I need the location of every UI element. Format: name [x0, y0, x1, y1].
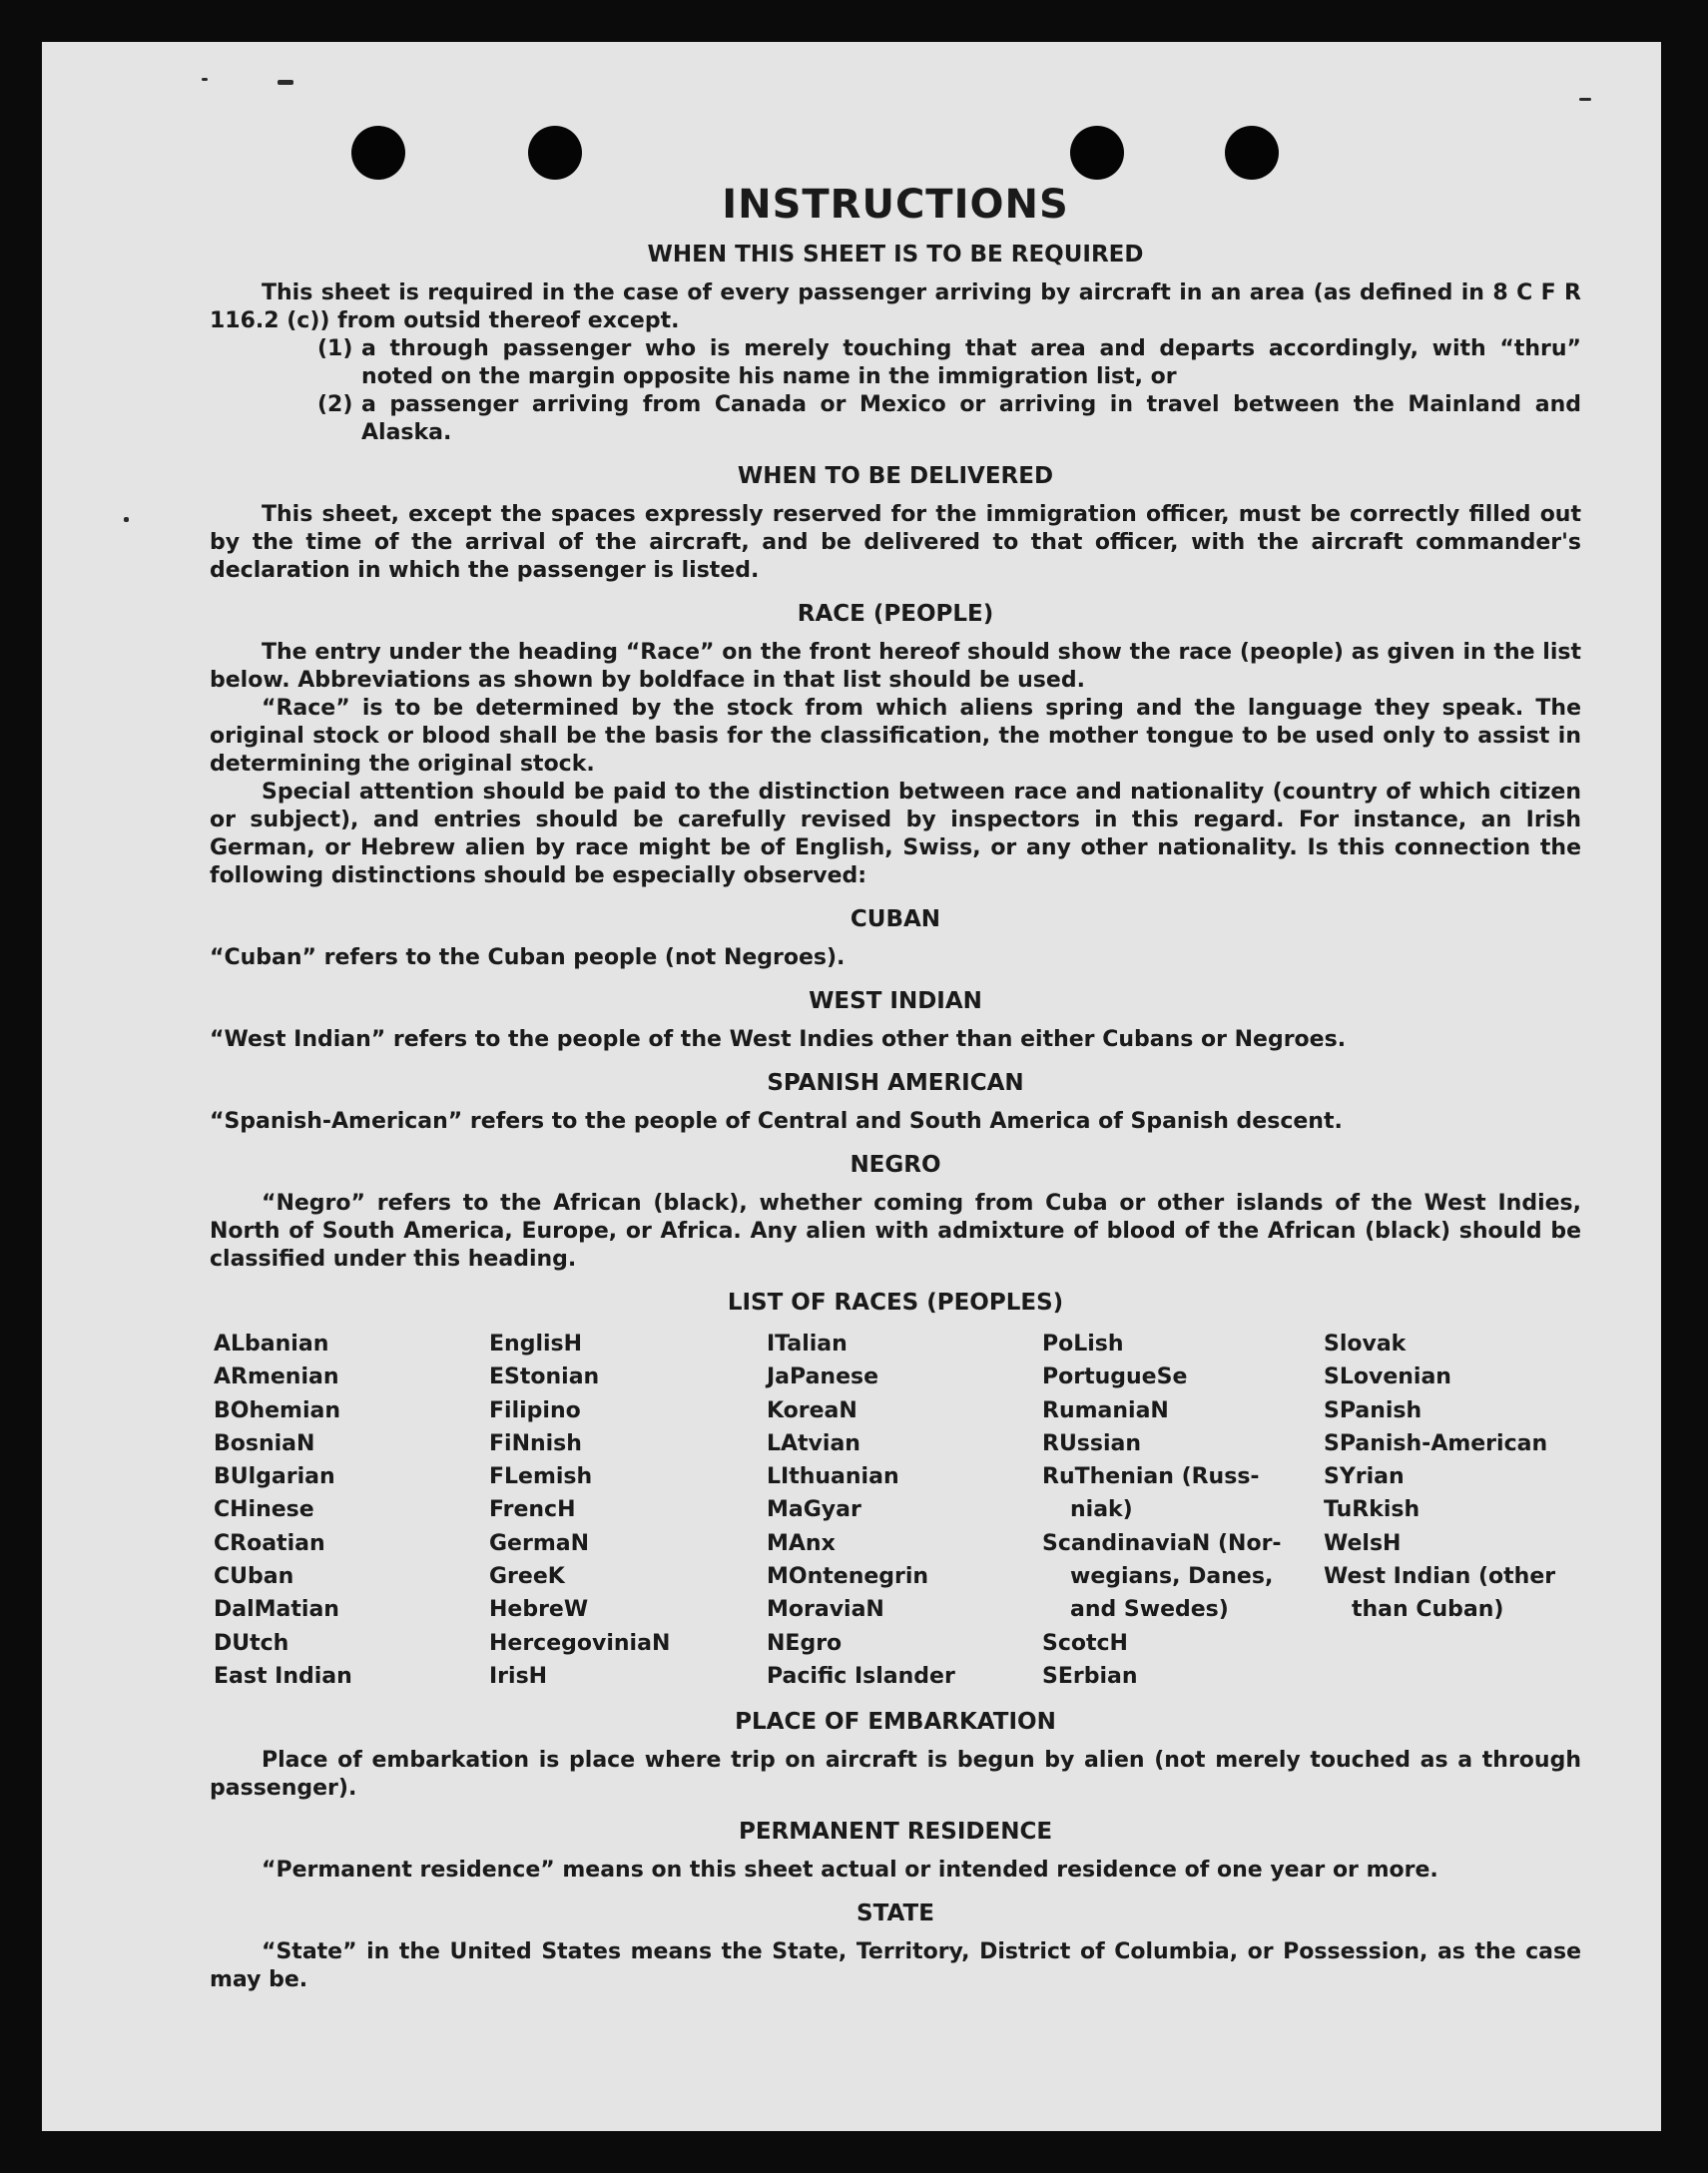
document-page [42, 42, 1661, 2131]
race-entry: West Indian (other [1324, 1564, 1556, 1590]
race-entry: wegians, Danes, [1070, 1564, 1274, 1590]
race-entry: EStonian [489, 1364, 600, 1390]
race-entry: BosniaN [214, 1430, 315, 1456]
race-entry: ScandinaviaN (Nor- [1042, 1530, 1282, 1556]
race-entry: Pacific Islander [767, 1663, 955, 1689]
item-text: a through passenger who is merely touching that area and departs accordingly, with “thru” noted on the margin opposite his name in the immigration list, or [361, 336, 1581, 389]
races-column [1042, 1328, 1324, 1693]
race-entry: than Cuban) [1352, 1597, 1504, 1623]
heading-west-indian: WEST INDIAN [809, 988, 982, 1014]
race-entry: KoreaN [767, 1397, 857, 1423]
scan-speck [124, 517, 129, 522]
race-entry: RUssian [1042, 1430, 1142, 1456]
instructions-body [210, 182, 1581, 1994]
races-column [767, 1328, 1042, 1693]
scan-speck [202, 78, 208, 81]
heading-state: STATE [856, 1901, 934, 1927]
races-column [1324, 1328, 1585, 1693]
heading-embarkation: PLACE OF EMBARKATION [735, 1709, 1056, 1736]
heading-cuban: CUBAN [850, 906, 941, 932]
paragraph-negro: “Negro” refers to the African (black), whether coming from Cuba or other islands of the West Indies, North of South America, Europe, or Africa. Any alien with admixture of blood of the African (black) should be classified under this heading. [210, 1191, 1581, 1272]
race-entry: niak) [1070, 1497, 1133, 1523]
race-entry: MOntenegrin [767, 1564, 929, 1590]
exception-item [210, 391, 1581, 447]
race-entry: IrisH [489, 1663, 548, 1689]
races-table [214, 1328, 1581, 1693]
race-entry: and Swedes) [1070, 1597, 1229, 1623]
race-entry: SErbian [1042, 1663, 1138, 1689]
race-entry: ARmenian [214, 1364, 339, 1390]
race-entry: PoLish [1042, 1332, 1124, 1357]
heading-spanish-american: SPANISH AMERICAN [767, 1070, 1024, 1096]
race-entry: GermaN [489, 1530, 590, 1556]
paragraph-west-indian: “West Indian” refers to the people of the West Indies other than either Cubans or Negroes. [210, 1027, 1347, 1052]
paragraph-spanish-american: “Spanish-American” refers to the people of Central and South America of Spanish descent. [210, 1109, 1343, 1134]
races-column [489, 1328, 767, 1693]
race-entry: HebreW [489, 1597, 589, 1623]
punch-hole [1225, 126, 1279, 180]
paragraph-when-delivered: This sheet, except the spaces expressly reserved for the immigration officer, must be correctly filled out by the time of the arrival of the aircraft, and be delivered to that officer, with the aircraft commander's declaration in which the passenger is listed. [210, 502, 1581, 583]
race-entry: DalMatian [214, 1597, 339, 1623]
race-entry: MaGyar [767, 1497, 861, 1523]
race-entry: RumaniaN [1042, 1397, 1169, 1423]
race-entry: WelsH [1324, 1530, 1402, 1556]
paragraph-when-required: This sheet is required in the case of every passenger arriving by aircraft in an area (as defined in 8 C F R 116.2 (c)) from outsid thereof except. [210, 280, 1581, 333]
race-entry: ALbanian [214, 1332, 329, 1357]
heading-when-required: WHEN THIS SHEET IS TO BE REQUIRED [647, 242, 1144, 268]
scan-speck [1579, 98, 1591, 101]
race-entry: SYrian [1324, 1464, 1405, 1490]
heading-list-of-races: LIST OF RACES (PEOPLES) [727, 1290, 1064, 1316]
race-entry: JaPanese [767, 1364, 879, 1390]
punch-hole [528, 126, 582, 180]
race-entry: CUban [214, 1564, 294, 1590]
page-title: INSTRUCTIONS [722, 182, 1069, 228]
race-entry: TuRkish [1324, 1497, 1421, 1523]
race-entry: LAtvian [767, 1430, 860, 1456]
heading-when-delivered: WHEN TO BE DELIVERED [737, 463, 1054, 489]
item-number: (2) [317, 392, 353, 417]
paragraph-race-3: Special attention should be paid to the distinction between race and nationality (country of which citizen or subject), and entries should be carefully revised by inspectors in this regard. For instance, an Irish German, or Hebrew alien by race might be of English, Swiss, or any other nationality. Is this connection the following distinctions should be especially observed: [210, 780, 1581, 888]
paragraph-race-2: “Race” is to be determined by the stock from which aliens spring and the language they speak. The original stock or blood shall be the basis for the classification, the mother tongue to be used only to assist in determining the original stock. [210, 696, 1581, 777]
race-entry: ITalian [767, 1332, 848, 1357]
races-column [214, 1328, 489, 1693]
race-entry: MAnx [767, 1530, 836, 1556]
punch-hole [351, 126, 405, 180]
race-entry: LIthuanian [767, 1464, 899, 1490]
heading-race: RACE (PEOPLE) [797, 601, 994, 627]
race-entry: NEgro [767, 1630, 843, 1656]
race-entry: East Indian [214, 1663, 352, 1689]
paragraph-state: “State” in the United States means the State, Territory, District of Columbia, or Possession, as the case may be. [210, 1939, 1581, 1993]
race-entry: CHinese [214, 1497, 314, 1523]
paragraph-race-1: The entry under the heading “Race” on the front hereof should show the race (people) as given in the list below. Abbreviations as shown by boldface in that list should be used. [210, 640, 1581, 693]
paragraph-permanent-residence: “Permanent residence” means on this sheet actual or intended residence of one year or more. [262, 1858, 1438, 1884]
race-entry: HercegoviniaN [489, 1630, 671, 1656]
item-number: (1) [317, 336, 353, 361]
heading-negro: NEGRO [850, 1152, 941, 1178]
race-entry: BUlgarian [214, 1464, 335, 1490]
paragraph-embarkation: Place of embarkation is place where trip on aircraft is begun by alien (not merely touched as a through passenger). [210, 1748, 1581, 1802]
race-entry: Slovak [1324, 1332, 1407, 1357]
race-entry: Filipino [489, 1397, 581, 1423]
race-entry: SPanish-American [1324, 1430, 1548, 1456]
race-entry: FrencH [489, 1497, 576, 1523]
race-entry: FLemish [489, 1464, 593, 1490]
race-entry: SPanish [1324, 1397, 1423, 1423]
exception-item [210, 335, 1581, 391]
race-entry: DUtch [214, 1630, 289, 1656]
race-entry: SLovenian [1324, 1364, 1451, 1390]
race-entry: EnglisH [489, 1332, 583, 1357]
race-entry: CRoatian [214, 1530, 325, 1556]
race-entry: ScotcH [1042, 1630, 1128, 1656]
race-entry: RuThenian (Russ- [1042, 1464, 1260, 1490]
punch-hole [1070, 126, 1124, 180]
item-text: a passenger arriving from Canada or Mexico or arriving in travel between the Mainland and Alaska. [361, 392, 1581, 445]
paragraph-cuban: “Cuban” refers to the Cuban people (not Negroes). [210, 945, 846, 970]
race-entry: PortugueSe [1042, 1364, 1188, 1390]
race-entry: MoraviaN [767, 1597, 884, 1623]
scan-speck [278, 80, 293, 85]
race-entry: BOhemian [214, 1397, 341, 1423]
race-entry: GreeK [489, 1564, 565, 1590]
heading-permanent-residence: PERMANENT RESIDENCE [738, 1819, 1053, 1846]
race-entry: FiNnish [489, 1430, 582, 1456]
